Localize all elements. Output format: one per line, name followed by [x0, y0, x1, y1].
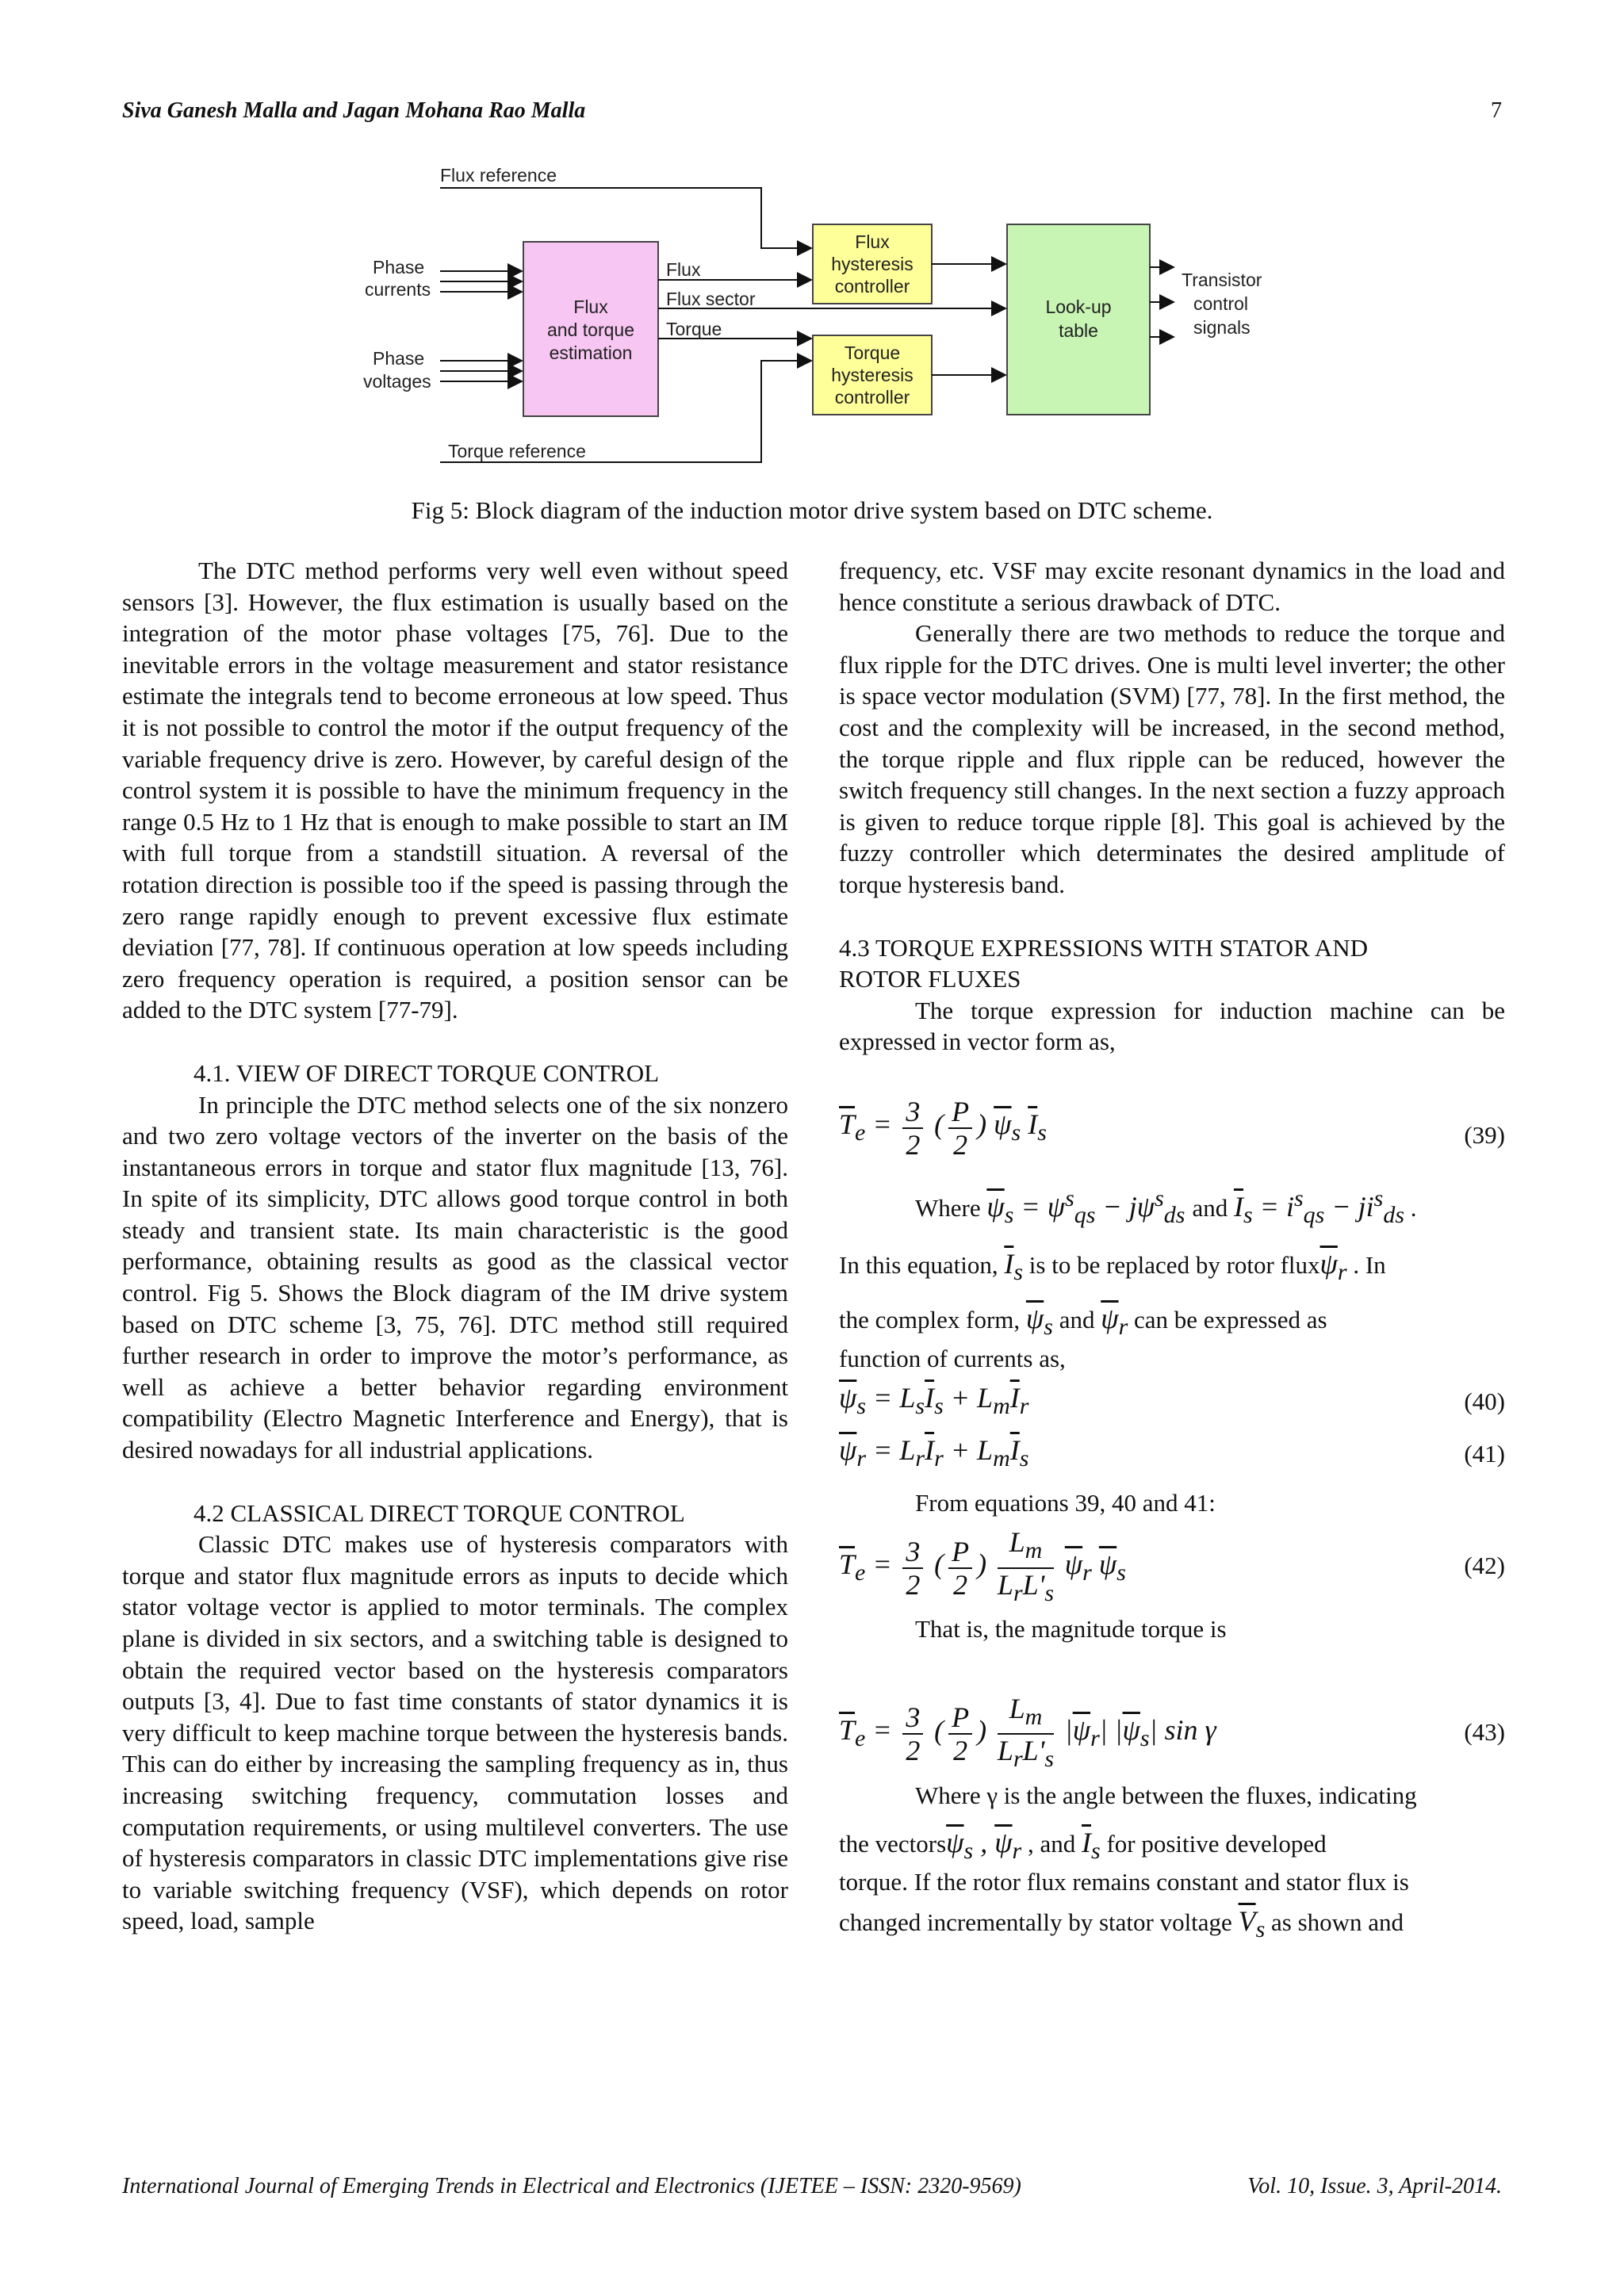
left-column [122, 555, 788, 1937]
svg-text:Phase: Phase [373, 257, 425, 277]
svg-text:signals: signals [1193, 317, 1251, 338]
svg-text:hysteresis: hysteresis [831, 365, 914, 385]
paragraph: In this equation, $\overline{I}_s$ is to be replaced by rotor $flux\overline{\psi}_r$ . In [839, 1247, 1386, 1285]
svg-text:estimation: estimation [549, 342, 633, 363]
torque-reference-label: Torque reference [448, 441, 586, 461]
section-heading: 4.2 CLASSICAL DIRECT TORQUE CONTROL [193, 1498, 685, 1527]
svg-text:Torque: Torque [844, 342, 901, 363]
svg-text:Flux: Flux [573, 297, 608, 317]
block-diagram-figure [349, 163, 1300, 480]
header-authors: Siva Ganesh Malla and Jagan Mohana Rao Malla [122, 98, 586, 123]
paragraph: the complex form, $\overline{\psi}_s$ and $\overline{\psi}_r$ can be expressed as [839, 1303, 1327, 1341]
equation-41: $\overline{\psi}_r = L_r\overline{I}_r + L_m\overline{I}_s$ (41) [839, 1433, 1505, 1472]
paragraph: From equations 39, 40 and 41: [915, 1488, 1216, 1517]
paragraph: That is, the magnitude torque is [915, 1615, 1227, 1644]
page-footer [122, 2174, 1502, 2199]
svg-text:voltages: voltages [363, 371, 431, 392]
flux-reference-label: Flux reference [440, 165, 557, 186]
svg-text:table: table [1059, 320, 1098, 341]
right-column [839, 555, 1505, 1946]
section-heading: ROTOR FLUXES [839, 965, 1021, 993]
paragraph: The torque expression for induction machine can be expressed in vector form as, [839, 996, 1505, 1056]
page-header [122, 98, 1502, 124]
svg-text:control: control [1193, 293, 1249, 314]
svg-text:Transistor: Transistor [1182, 270, 1262, 290]
section-heading: 4.3 TORQUE EXPRESSIONS WITH STATOR AND [839, 933, 1368, 962]
paragraph: function of currents as, [839, 1345, 1066, 1373]
paragraph: torque. If the rotor flux remains constant and stator flux is [839, 1868, 1409, 1896]
svg-text:hysteresis: hysteresis [831, 254, 914, 274]
paragraph: the $vectors\overline{\psi}_s$ , $\overline{\psi}_r$ , and $\overline{I}_s$ for positive developed [839, 1826, 1327, 1864]
svg-text:controller: controller [834, 387, 910, 408]
paragraph: changed incrementally by stator voltage $\overline{V}_s$ as shown and [839, 1905, 1404, 1943]
svg-text:Torque: Torque [666, 319, 722, 339]
paragraph: Classic DTC makes use of hysteresis comparators with torque and stator flux magnitude errors as inputs to decide which stator voltage vector is applied to motor terminals. The complex plane is divided in six sectors, and a switching table is designed to obtain the required vector based on the hysteresis comparators outputs [3, 4]. Due to fast time constants of stator dynamics it is very difficult to keep machine torque between the hysteresis bands. This can do either by increasing the sampling frequency as in, thus increasing switching frequency, commutation losses and computation requirements, or using multilevel converters. The use of hysteresis comparators in classic DTC implementations give rise to variable switching frequency (VSF), which depends on rotor speed, load, sample [122, 1530, 788, 1935]
svg-text:Look-up: Look-up [1045, 297, 1112, 317]
figure-caption: Fig 5: Block diagram of the induction motor drive system based on DTC scheme. [411, 496, 1213, 524]
journal-name: International Journal of Emerging Trends in Electrical and Electronics (IJETEE – ISSN: 2320-9569) [122, 2174, 1021, 2198]
equation-42: $\overline{T}_e$ = $\frac{3}{2}$ ( $\frac{P}{2}$ ) $\frac{L_m}{L_rL'_s}$ $\overline{\psi}_r$ $\overline{\psi}_s$ (42) [839, 1526, 1505, 1606]
journal-volume: Vol. 10, Issue. 3, April-2014. [1247, 2174, 1502, 2198]
section-heading: 4.1. VIEW OF DIRECT TORQUE CONTROL [193, 1058, 660, 1087]
paragraph: frequency, etc. VSF may excite resonant dynamics in the load and hence constitute a serious drawback of DTC. [839, 557, 1505, 616]
svg-text:controller: controller [834, 276, 910, 297]
equation-43: $\overline{T}_e$ = $\frac{3}{2}$ ( $\frac{P}{2}$ ) $\frac{L_m}{L_rL'_s}$ $|\overline{\psi}_r|$ $|\overline{\psi}_s|$ sin γ (43) [839, 1693, 1505, 1773]
lookup-table-block [1007, 224, 1150, 415]
paragraph: Where γ is the angle between the fluxes, indicating [915, 1781, 1417, 1810]
svg-text:Flux: Flux [666, 259, 701, 280]
svg-text:currents: currents [365, 279, 431, 300]
equation-39: $\overline{T}_e$ = $\frac{3}{2}$ ( $\frac{P}{2}$ ) $\overline{\psi}_s$ $\overline{I}_s$ (39) [839, 1095, 1505, 1161]
page-number: 7 [1491, 98, 1502, 123]
paragraph: Generally there are two methods to reduce the torque and flux ripple for the DTC drives. One is multi level inverter; the other is space vector modulation (SVM) [77, 78]. In the first method, the cost and the complexity will be increased, in the second method, the torque ripple and flux ripple can be reduced, however the switch frequency still changes. In the next section a fuzzy approach is given to reduce torque ripple [8]. This goal is achieved by the fuzzy controller which determinates the desired amplitude of torque hysteresis band. [839, 619, 1505, 898]
where-line: Where $\overline{\psi}_s = \psi^s_{qs} - j\psi^s_{ds}$ and $\overline{I}_s = i^s_{qs} - ji^s_{ds}$ . [915, 1184, 1417, 1229]
paragraph: In principle the DTC method selects one of the six nonzero and two zero voltage vectors of the inverter on the basis of the instantaneous errors in torque and stator flux magnitude [13, 76]. In spite of its simplicity, DTC allows good torque control in both steady and transient state. Its main characteristic is the good performance, obtaining results as good as the classical vector control. Fig 5. Shows the Block diagram of the IM drive system based on DTC scheme [3, 75, 76]. DTC method still required further research in order to improve the motor’s performance, as well as achieve a better behavior regarding environment compatibility (Electro Magnetic Interference and Energy), that is desired nowadays for all industrial applications. [122, 1090, 788, 1464]
equation-40: $\overline{\psi}_s = L_s\overline{I}_s + L_m\overline{I}_r$ (40) [839, 1381, 1505, 1420]
svg-text:Flux: Flux [855, 232, 890, 252]
svg-text:Phase: Phase [373, 348, 425, 369]
svg-text:Flux sector: Flux sector [666, 289, 756, 309]
svg-text:and torque: and torque [547, 320, 634, 340]
paragraph: The DTC method performs very well even without speed sensors [3]. However, the flux estimation is usually based on the integration of the motor phase voltages [75, 76]. Due to the inevitable errors in the voltage measurement and stator resistance estimate the integrals tend to become erroneous at low speed. Thus it is not possible to control the motor if the output frequency of the variable frequency drive is zero. However, by careful design of the control system it is possible to have the minimum frequency in the range 0.5 Hz to 1 Hz that is enough to make possible to start an IM with full torque from a standstill situation. A reversal of the rotation direction is possible too if the speed is passing through the zero range rapidly enough to prevent excessive flux estimate deviation [77, 78]. If continuous operation at low speeds including zero frequency operation is required, a position sensor can be added to the DTC system [77-79]. [122, 557, 788, 1024]
